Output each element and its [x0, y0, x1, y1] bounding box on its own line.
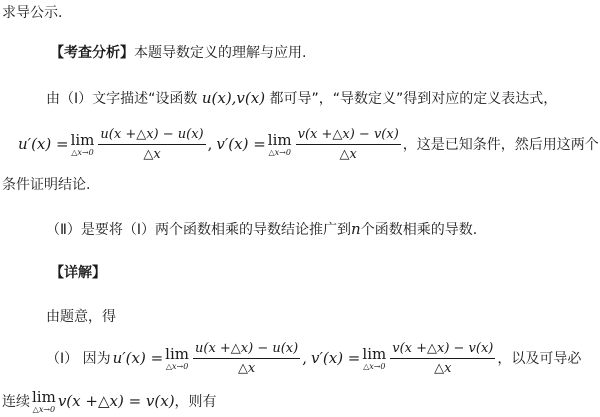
fraction-u-numerator: u(x +△x) − u(x) [98, 126, 205, 145]
text-line-3 [46, 89, 557, 108]
lim-subscript: △x→0 [32, 404, 56, 414]
limit-v [362, 346, 386, 371]
line4-tail: ，这是已知条件，然后用这两个 [402, 137, 599, 153]
line9-tail: ，以及可导必 [497, 351, 582, 367]
fraction-u-denominator: △x [237, 360, 256, 376]
line9-text-a: （Ⅰ） 因为 [46, 351, 111, 367]
analysis-heading-line [50, 44, 306, 62]
line1-text: 求导公示. [2, 5, 63, 21]
limit-v [268, 132, 292, 157]
lim-operator: lim [32, 387, 56, 406]
fraction-u [193, 340, 300, 377]
text-line-1 [2, 4, 62, 22]
analysis-text: 本题导数定义的理解与应用. [134, 45, 307, 61]
line10-tail: ，则有 [174, 394, 217, 410]
line8-text: 由题意，得 [46, 309, 116, 325]
fraction-v-denominator: △x [339, 146, 357, 162]
lim-subscript: △x→0 [268, 147, 291, 157]
lim-subscript: △x→0 [165, 361, 189, 371]
line3-text-a: 由（Ⅰ）文字描述“设函数 [46, 91, 198, 107]
text-line-6 [46, 220, 477, 239]
text-line-5 [2, 176, 90, 194]
lim-operator: lim [70, 130, 95, 149]
lim-subscript: △x→0 [71, 147, 94, 157]
line5-text: 条件证明结论. [2, 177, 91, 193]
derivative-definitions-line [18, 122, 599, 166]
lim-operator: lim [362, 344, 387, 363]
fraction-u-numerator: u(x +△x) − u(x) [193, 340, 300, 359]
fraction-v-numerator: v(x +△x) − v(x) [296, 126, 401, 145]
fraction-u [98, 126, 205, 163]
limit-u [71, 132, 95, 157]
because-line [46, 336, 581, 380]
v-prime-label: v′(x) = [311, 349, 361, 367]
lim-subscript: △x→0 [363, 361, 386, 371]
comma: , [302, 349, 307, 367]
u-prime-label: u′(x) = [112, 349, 164, 367]
line6-text-a: （Ⅱ）是要将（Ⅰ）两个函数相乘的导数结论推广到 [46, 222, 352, 238]
line3-text-b: 都可导”，“导数定义”得到对应的定义表达式， [269, 91, 558, 107]
n-variable: n [351, 220, 361, 238]
fraction-v-denominator: △x [434, 360, 452, 376]
limit-u [165, 346, 189, 371]
analysis-heading: 【考查分析】 [50, 45, 134, 61]
detail-heading: 【详解】 [50, 265, 106, 281]
lim-operator: lim [165, 344, 189, 363]
comma: , [207, 135, 213, 153]
v-prime-label: v′(x) = [216, 135, 266, 153]
detail-heading-line [50, 264, 106, 282]
line6-text-b: 个函数相乘的导数. [360, 222, 478, 238]
function-names: u(x),v(x) [201, 89, 266, 107]
fraction-v-numerator: v(x +△x) − v(x) [390, 340, 495, 359]
line10-text-a: 连续 [2, 394, 30, 410]
fraction-v [390, 340, 495, 377]
fraction-v [296, 126, 401, 163]
limit-continuity [32, 389, 56, 414]
u-prime-label: u′(x) = [18, 135, 69, 153]
text-line-8 [46, 308, 116, 326]
continuity-equation: v(x +△x) = v(x) [57, 392, 175, 410]
continuity-line [2, 386, 217, 416]
lim-operator: lim [267, 130, 292, 149]
fraction-u-denominator: △x [143, 146, 161, 162]
